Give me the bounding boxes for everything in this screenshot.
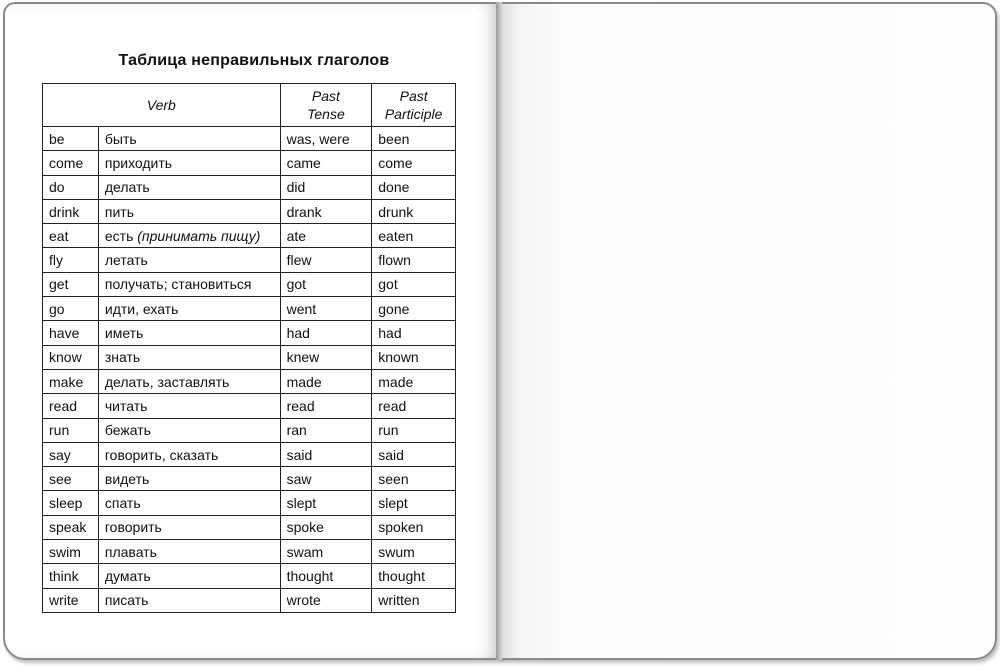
cell-past-tense: saw: [280, 467, 372, 491]
cell-past-participle: read: [372, 394, 456, 418]
translation-text: делать: [104, 179, 150, 196]
cell-verb: read: [43, 394, 99, 418]
translation-text: идти, ехать: [104, 300, 179, 317]
translation-text: писать: [104, 592, 149, 609]
cell-translation: [98, 151, 280, 175]
cell-translation: [98, 272, 280, 296]
translation-text: иметь: [104, 325, 144, 342]
table-row: [43, 491, 456, 515]
irregular-verbs-table: [42, 83, 456, 613]
cell-past-tense: swam: [280, 540, 372, 564]
cell-verb: know: [43, 345, 99, 369]
cell-translation: [98, 515, 280, 539]
cell-past-participle: seen: [372, 467, 456, 491]
table-row: [43, 321, 456, 345]
cell-translation: [98, 175, 280, 199]
cell-past-participle: come: [372, 151, 456, 175]
cell-past-participle: been: [372, 127, 456, 151]
cell-translation: [98, 345, 280, 369]
cell-translation: [98, 297, 280, 321]
cell-verb: swim: [43, 540, 99, 564]
cell-past-participle: said: [372, 442, 456, 466]
header-past-participle: Past Participle: [372, 84, 456, 127]
cell-past-tense: knew: [280, 345, 372, 369]
table-row: [43, 199, 456, 223]
table-row: [43, 224, 456, 248]
cell-past-participle: gone: [372, 297, 456, 321]
cell-translation: [98, 491, 280, 515]
cell-verb: run: [43, 418, 99, 442]
cell-translation: [98, 467, 280, 491]
cell-verb: have: [43, 321, 99, 345]
cell-past-tense: was, were: [280, 127, 372, 151]
translation-note: (принимать пищу): [137, 227, 261, 244]
table-row: [43, 369, 456, 393]
table-row: [43, 248, 456, 272]
cell-verb: see: [43, 467, 99, 491]
cell-past-tense: wrote: [280, 588, 372, 612]
table-header-row: [43, 84, 456, 127]
table-row: [43, 467, 456, 491]
cell-translation: [98, 418, 280, 442]
cell-verb: write: [43, 588, 99, 612]
cell-past-participle: known: [372, 345, 456, 369]
table-row: [43, 127, 456, 151]
cell-translation: [98, 321, 280, 345]
cell-verb: think: [43, 564, 99, 588]
cell-past-participle: drunk: [372, 199, 456, 223]
cell-past-tense: flew: [280, 248, 372, 272]
cell-verb: speak: [43, 515, 99, 539]
cell-verb: make: [43, 369, 99, 393]
cell-past-tense: had: [280, 321, 372, 345]
translation-text: быть: [104, 130, 137, 147]
cell-translation: [98, 199, 280, 223]
cell-translation: [98, 394, 280, 418]
book-spine: [496, 2, 502, 660]
cell-past-tense: thought: [280, 564, 372, 588]
cell-past-tense: ate: [280, 224, 372, 248]
table-row: [43, 588, 456, 612]
table-row: [43, 515, 456, 539]
cell-verb: get: [43, 272, 99, 296]
table-row: [43, 442, 456, 466]
cell-translation: [98, 369, 280, 393]
cell-translation: [98, 442, 280, 466]
cell-past-tense: did: [280, 175, 372, 199]
cell-verb: say: [43, 442, 99, 466]
cell-verb: go: [43, 297, 99, 321]
cell-past-participle: had: [372, 321, 456, 345]
table-row: [43, 564, 456, 588]
translation-text: видеть: [104, 470, 150, 487]
table-body: [43, 127, 456, 613]
cell-verb: do: [43, 175, 99, 199]
cell-translation: [98, 540, 280, 564]
cell-past-participle: got: [372, 272, 456, 296]
translation-text: пить: [104, 203, 134, 220]
translation-text: бежать: [104, 422, 151, 439]
table-row: [43, 418, 456, 442]
translation-text: знать: [104, 349, 141, 366]
translation-text: думать: [104, 567, 151, 584]
cell-verb: eat: [43, 224, 99, 248]
cell-past-tense: spoke: [280, 515, 372, 539]
table-row: [43, 394, 456, 418]
cell-past-tense: slept: [280, 491, 372, 515]
cell-past-participle: swum: [372, 540, 456, 564]
cell-translation: [98, 588, 280, 612]
cell-translation: [98, 564, 280, 588]
cell-verb: drink: [43, 199, 99, 223]
header-past-tense: Past Tense: [280, 84, 372, 127]
cell-past-participle: thought: [372, 564, 456, 588]
cell-past-participle: written: [372, 588, 456, 612]
translation-text: говорить, сказать: [104, 446, 219, 463]
cell-past-participle: eaten: [372, 224, 456, 248]
cell-past-tense: said: [280, 442, 372, 466]
cell-past-tense: made: [280, 369, 372, 393]
cell-past-participle: spoken: [372, 515, 456, 539]
cell-translation: [98, 248, 280, 272]
table-row: [43, 151, 456, 175]
page-title: Таблица неправильных глаголов: [118, 52, 390, 69]
header-verb: Verb: [43, 84, 281, 127]
table-row: [43, 297, 456, 321]
cell-past-participle: made: [372, 369, 456, 393]
translation-text: читать: [104, 397, 148, 414]
cell-past-tense: came: [280, 151, 372, 175]
table-row: [43, 272, 456, 296]
cell-translation: [98, 127, 280, 151]
translation-text: приходить: [104, 154, 173, 171]
cell-past-participle: done: [372, 175, 456, 199]
cell-past-tense: read: [280, 394, 372, 418]
cell-past-participle: flown: [372, 248, 456, 272]
table-row: [43, 175, 456, 199]
translation-text: спать: [104, 495, 141, 512]
cell-verb: fly: [43, 248, 99, 272]
cell-past-tense: drank: [280, 199, 372, 223]
translation-text: получать; становиться: [104, 276, 252, 293]
translation-text: летать: [104, 252, 148, 269]
cell-translation: [98, 224, 280, 248]
translation-text: говорить: [104, 519, 162, 536]
table-row: [43, 345, 456, 369]
table-row: [43, 540, 456, 564]
cell-past-tense: ran: [280, 418, 372, 442]
right-page: [498, 2, 997, 660]
translation-text: плавать: [104, 543, 157, 560]
cell-past-participle: run: [372, 418, 456, 442]
cell-past-tense: went: [280, 297, 372, 321]
cell-past-tense: got: [280, 272, 372, 296]
translation-text: есть: [104, 227, 134, 244]
cell-verb: sleep: [43, 491, 99, 515]
translation-text: делать, заставлять: [104, 373, 230, 390]
cell-verb: be: [43, 127, 99, 151]
cell-past-participle: slept: [372, 491, 456, 515]
cell-verb: come: [43, 151, 99, 175]
